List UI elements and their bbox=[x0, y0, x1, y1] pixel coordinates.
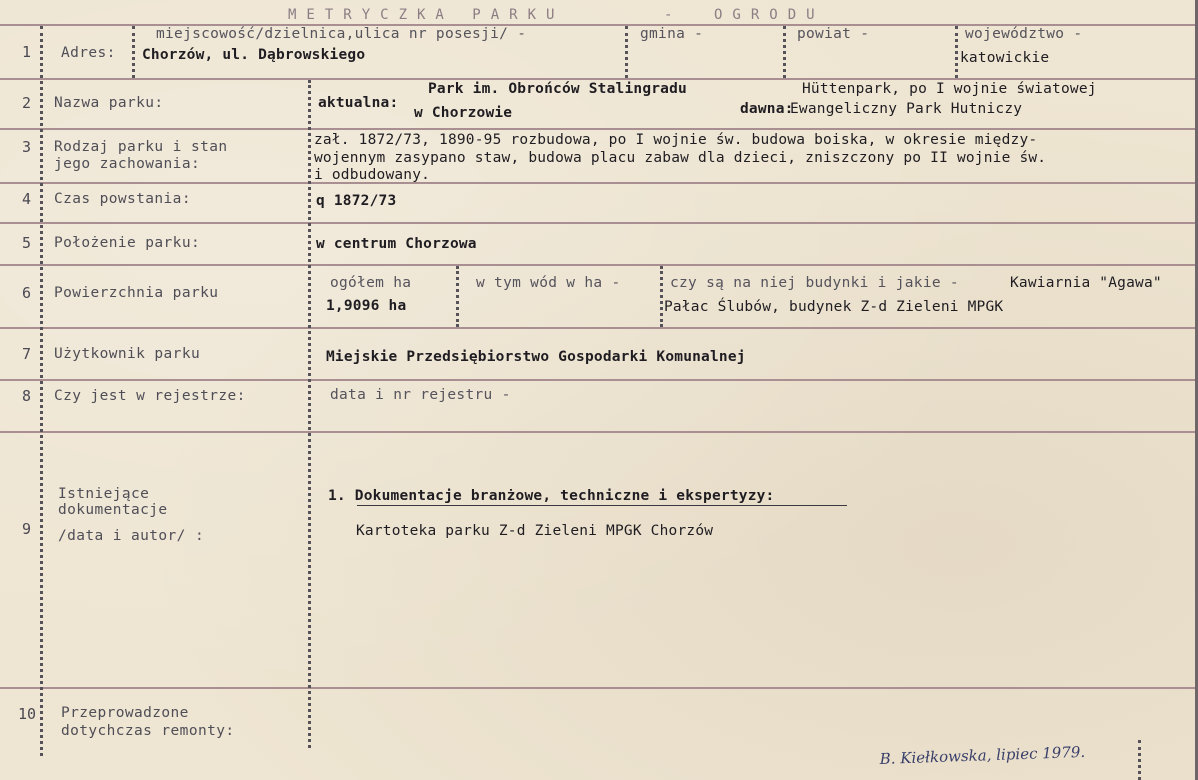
voivodeship-label: województwo - bbox=[965, 26, 1083, 42]
park-history-line2: wojennym zasypano staw, budowa placu zabaw dla dzieci, zniszczony po II wojnie św. bbox=[314, 150, 1047, 166]
documentation-label-line2: dokumentacje bbox=[58, 502, 168, 518]
register-value: data i nr rejestru - bbox=[330, 387, 511, 403]
documentation-label-line1: Istniejące bbox=[58, 486, 150, 502]
current-name-label: aktualna: bbox=[318, 95, 399, 111]
header-title: METRYCZKA PARKU bbox=[288, 7, 565, 23]
park-type-label-line1: Rodzaj parku i stan bbox=[54, 139, 228, 155]
handwritten-signature: B. Kiełkowska, lipiec 1979. bbox=[879, 742, 1086, 768]
row-number: 2 bbox=[22, 94, 32, 112]
rule-row7 bbox=[0, 379, 1198, 381]
park-history-line1: zał. 1872/73, 1890-95 rozbudowa, po I wojnie św. budowa boiska, w okresie między- bbox=[314, 132, 1038, 148]
current-name-line1: Park im. Obrońców Stalingradu bbox=[428, 81, 687, 97]
rule-row3 bbox=[0, 182, 1198, 184]
buildings-line1: Kawiarnia "Agawa" bbox=[1010, 275, 1162, 291]
locality-value: Chorzów, ul. Dąbrowskiego bbox=[142, 47, 366, 63]
voivodeship-value: katowickie bbox=[960, 50, 1050, 66]
gmina-label: gmina - bbox=[640, 26, 704, 42]
dotted-separator-water bbox=[660, 266, 663, 327]
park-name-label: Nazwa parku: bbox=[54, 95, 164, 111]
documentation-heading-underline bbox=[357, 505, 847, 506]
creation-time-label: Czas powstania: bbox=[54, 191, 191, 207]
location-label: Położenie parku: bbox=[54, 235, 201, 251]
powiat-label: powiat - bbox=[797, 26, 870, 42]
row-number: 9 bbox=[22, 520, 32, 538]
row-number: 6 bbox=[22, 284, 32, 302]
dotted-separator-main bbox=[308, 80, 311, 748]
rule-row1 bbox=[0, 78, 1198, 80]
address-label: Adres: bbox=[61, 45, 116, 61]
documentation-item: Kartoteka parku Z-d Zieleni MPGK Chorzów bbox=[356, 523, 714, 539]
dotted-separator-number bbox=[40, 26, 43, 756]
location-value: w centrum Chorzowa bbox=[316, 236, 477, 252]
user-value: Miejskie Przedsiębiorstwo Gospodarki Komunalnej bbox=[326, 349, 746, 365]
register-label: Czy jest w rejestrze: bbox=[54, 388, 246, 404]
locality-label: miejscowość/dzielnica,ulica nr posesji/ - bbox=[156, 26, 527, 42]
rule-row9 bbox=[0, 687, 1198, 689]
rule-row4 bbox=[0, 222, 1198, 224]
row-number: 8 bbox=[22, 387, 32, 405]
dotted-separator-area bbox=[456, 266, 459, 327]
dotted-separator-woj bbox=[955, 26, 958, 78]
creation-time-value: q 1872/73 bbox=[316, 193, 397, 209]
current-name-line2: w Chorzowie bbox=[414, 105, 513, 121]
header-dash: - bbox=[664, 7, 683, 23]
rule-row6 bbox=[0, 327, 1198, 329]
area-label: Powierzchnia parku bbox=[54, 285, 219, 301]
dotted-separator-powiat bbox=[783, 26, 786, 78]
rule-row8 bbox=[0, 431, 1198, 433]
dotted-separator-address bbox=[132, 26, 135, 78]
row-number: 1 bbox=[22, 43, 32, 61]
row-number: 5 bbox=[22, 234, 32, 252]
total-area-value: 1,9096 ha bbox=[326, 298, 407, 314]
total-area-label: ogółem ha bbox=[330, 275, 412, 291]
dotted-separator-corner bbox=[1138, 740, 1141, 780]
row-number: 3 bbox=[22, 138, 32, 156]
documentation-label-line3: /data i autor/ : bbox=[58, 528, 205, 544]
repairs-label-line2: dotychczas remonty: bbox=[61, 723, 235, 739]
former-name-label: dawna: bbox=[740, 101, 794, 117]
repairs-label-line1: Przeprowadzone bbox=[61, 705, 189, 721]
header-title-garden: OGRODU bbox=[714, 7, 825, 23]
row-number: 7 bbox=[22, 345, 32, 363]
buildings-label: czy są na niej budynki i jakie - bbox=[670, 275, 959, 291]
rule-row5 bbox=[0, 264, 1198, 266]
former-name-line2: Ewangeliczny Park Hutniczy bbox=[790, 101, 1023, 117]
park-type-label-line2: jego zachowania: bbox=[54, 156, 201, 172]
user-label: Użytkownik parku bbox=[54, 346, 201, 362]
water-area-label: w tym wód w ha - bbox=[476, 275, 621, 291]
row-number: 10 bbox=[18, 705, 37, 723]
documentation-heading: 1. Dokumentacje branżowe, techniczne i ekspertyzy: bbox=[328, 488, 775, 504]
buildings-line2: Pałac Ślubów, budynek Z-d Zieleni MPGK bbox=[664, 299, 1004, 315]
park-history-line3: i odbudowany. bbox=[314, 167, 431, 183]
former-name-line1: Hüttenpark, po I wojnie światowej bbox=[802, 81, 1097, 97]
row-number: 4 bbox=[22, 190, 32, 208]
rule-row2 bbox=[0, 128, 1198, 130]
dotted-separator-gmina bbox=[625, 26, 628, 78]
